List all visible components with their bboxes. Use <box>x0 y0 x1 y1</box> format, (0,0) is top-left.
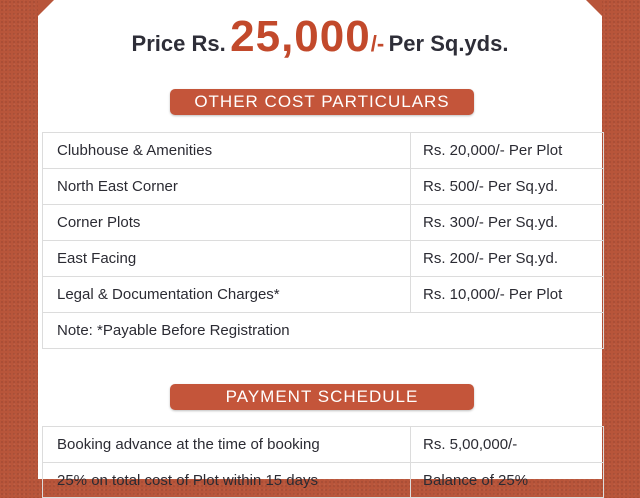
price-amount: 25,000 <box>230 12 371 61</box>
cost-value: Rs. 500/- Per Sq.yd. <box>411 169 604 205</box>
table-row <box>43 133 604 169</box>
table-row <box>43 169 604 205</box>
table-row <box>43 241 604 277</box>
cost-item: East Facing <box>43 241 411 277</box>
cost-value: Rs. 20,000/- Per Plot <box>411 133 604 169</box>
cost-item: North East Corner <box>43 169 411 205</box>
payment-value: Rs. 5,00,000/- <box>411 427 604 463</box>
payment-schedule-table <box>42 426 604 498</box>
payment-item: 25% on total cost of Plot within 15 days <box>43 463 411 498</box>
table-row <box>43 205 604 241</box>
payment-schedule-heading: PAYMENT SCHEDULE <box>170 384 474 410</box>
cost-value: Rs. 300/- Per Sq.yd. <box>411 205 604 241</box>
price-headline <box>38 12 602 62</box>
cost-item: Legal & Documentation Charges* <box>43 277 411 313</box>
cost-item: Corner Plots <box>43 205 411 241</box>
other-cost-heading: OTHER COST PARTICULARS <box>170 89 474 115</box>
table-row <box>43 463 604 498</box>
price-prefix: Price Rs. <box>131 31 226 56</box>
payment-value: Balance of 25% <box>411 463 604 498</box>
price-suffix: Per Sq.yds. <box>388 31 509 56</box>
other-cost-table <box>42 132 604 349</box>
payment-item: Booking advance at the time of booking <box>43 427 411 463</box>
cost-value: Rs. 200/- Per Sq.yd. <box>411 241 604 277</box>
table-row <box>43 427 604 463</box>
cost-note: Note: *Payable Before Registration <box>43 313 604 349</box>
cost-value: Rs. 10,000/- Per Plot <box>411 277 604 313</box>
table-row <box>43 277 604 313</box>
cost-item: Clubhouse & Amenities <box>43 133 411 169</box>
price-dash: /- <box>370 31 385 56</box>
note-row <box>43 313 604 349</box>
